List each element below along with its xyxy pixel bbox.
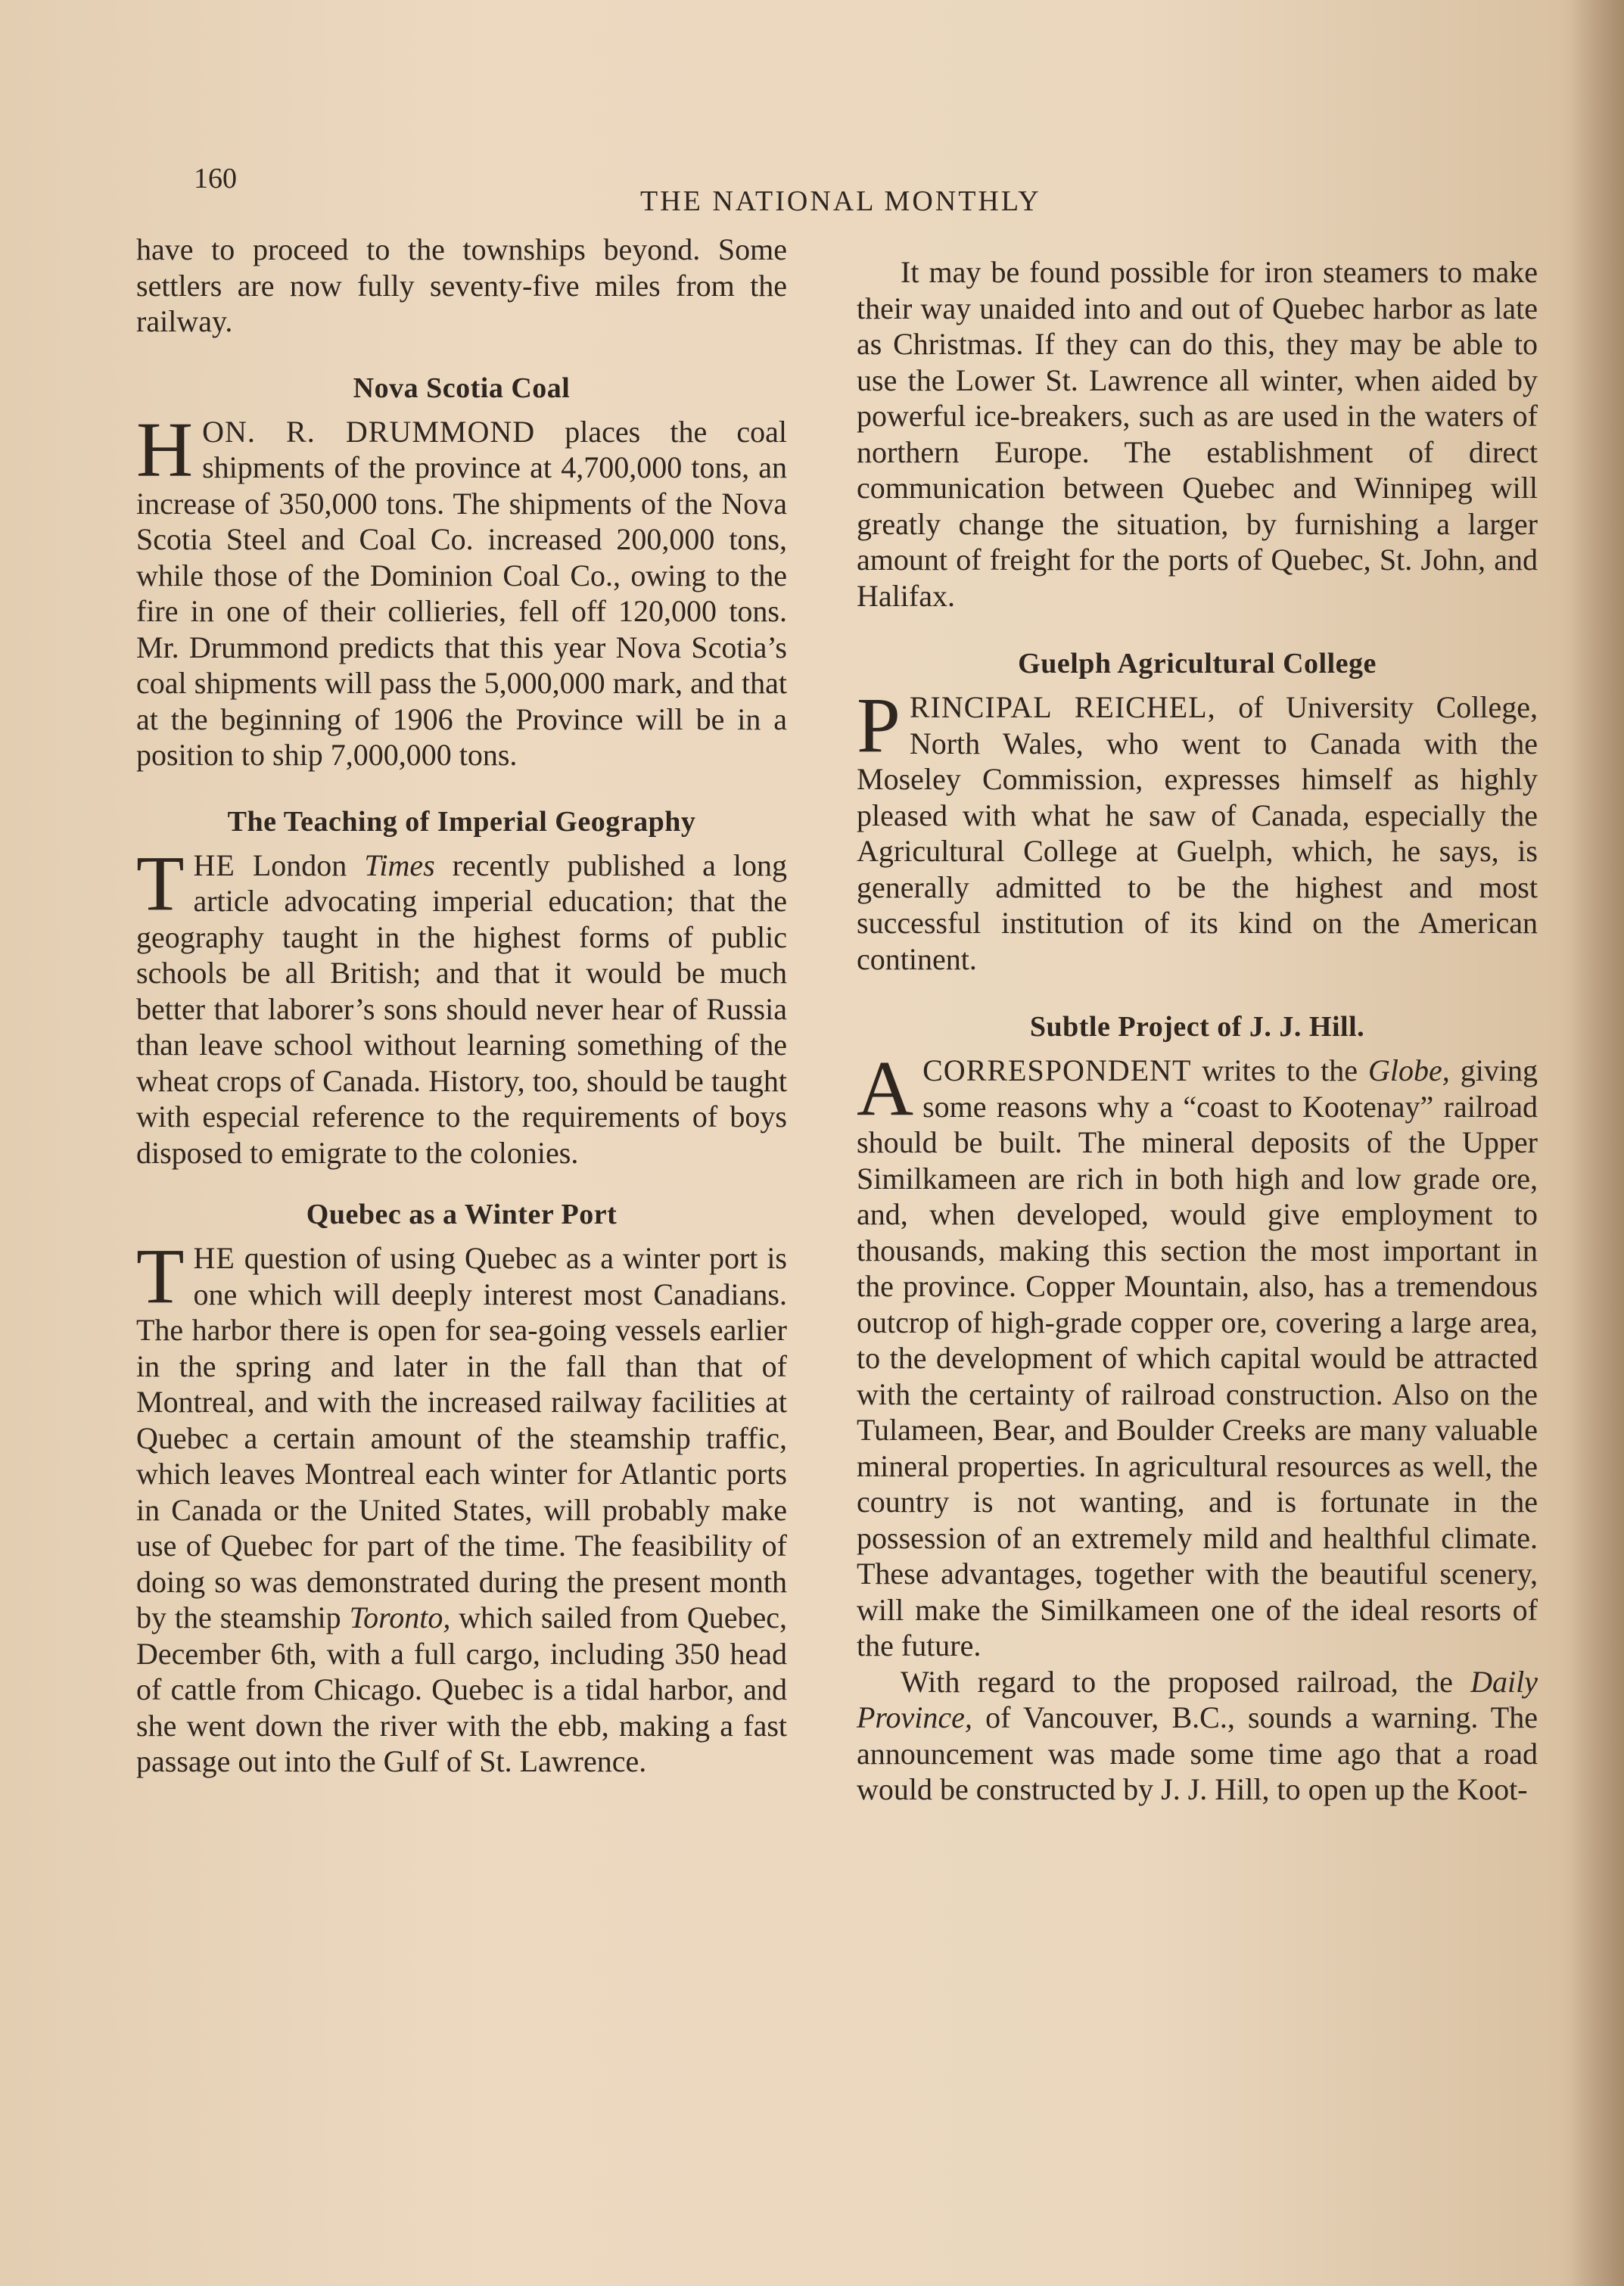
lead-words: RINCIPAL REICHEL, xyxy=(909,690,1216,724)
lead-words: CORRESPONDENT xyxy=(922,1053,1192,1087)
body-text: giving some reasons why a “coast to Kootenay” railroad should be built. The mineral deposits of the Upper Similkameen are rich in both high and low grade ore, and, when developed, would give employment to thousands, making this section the most important in the province. Copper Mountain, also, has a tremendous outcrop of high-grade copper ore, covering a large area, to the development of which capital would be attracted with the certainty of railroad construction. Also on the Tulameen, Bear, and Boulder Creeks are many valuable mineral properties. In agricultural resources as well, the country is not wanting, and is fortunate in the possession of an extremely mild and healthful climate. These advantages, together with the beautiful scenery, will make the Similkameen one of the ideal resorts of the future. xyxy=(857,1053,1538,1662)
drop-cap: P xyxy=(857,682,901,769)
paragraph xyxy=(857,1664,1538,1808)
article-guelph-college xyxy=(857,682,1538,977)
heading-quebec-winter-port: Quebec as a Winter Port xyxy=(306,1199,618,1230)
heading-nova-scotia-coal: Nova Scotia Coal xyxy=(353,372,571,404)
page-edge-shadow xyxy=(1571,0,1624,2286)
lead-words: HE xyxy=(193,848,235,882)
article-jj-hill-project xyxy=(857,1045,1538,1808)
body-text: With regard to the proposed railroad, the xyxy=(901,1664,1471,1699)
italic-title: Times xyxy=(364,848,435,882)
body-text: places the coal shipments of the province at 4,700,000 tons, an increase of 350,000 tons. The shipments of the Nova Scotia Steel and Coal Co. increased 200,000 tons, while those of the Dominion Coal Co., owing to the fire in one of their collieries, fell off 120,000 tons. Mr. Drummond predicts that this year Nova Scotia’s coal shipments will pass the 5,000,000 mark, and that at the beginning of 1906 the Province will be in a position to ship 7,000,000 tons. xyxy=(136,414,787,772)
article-nova-scotia-coal xyxy=(136,406,787,773)
italic-ship-name: Toronto, xyxy=(349,1600,451,1634)
drop-cap: H xyxy=(136,406,194,493)
heading-guelph-college: Guelph Agricultural College xyxy=(1018,648,1377,680)
body-text: which sailed from Quebec, December 6th, with a full cargo, including 350 head of cattle from Chicago. Quebec is a tidal harbor, and she went down the river with the ebb, making a fast passage out into the Gulf of St. Lawrence. xyxy=(136,1600,787,1778)
lead-words: HE xyxy=(193,1241,235,1275)
left-column xyxy=(136,232,787,1780)
article-continuation: have to proceed to the townships beyond. Some settlers are now fully seventy-five miles from the railway. xyxy=(136,232,787,338)
running-title: THE NATIONAL MONTHLY xyxy=(640,185,1041,217)
article-imperial-geography xyxy=(136,839,787,1171)
article-continuation: It may be found possible for iron steamers to make their way unaided into and out of Quebec harbor as late as Christmas. If they can do this, they may be able to use the Lower St. Lawrence all winter, when aided by powerful ice-breakers, such as are used in the waters of northern Europe. The establishment of direct communication between Quebec and Winnipeg will greatly change the situation, by furnishing a larger amount of freight for the ports of Quebec, St. John, and Halifax. xyxy=(857,255,1538,613)
body-text: recently published a long article advocating imperial education; that the geography taught in the highest forms of public schools be all British; and that it would be much better that laborer’s sons should never hear of Russia than leave school without learning something of the wheat crops of Canada. History, too, should be taught with especial reference to the requirements of boys disposed to emigrate to the colonies. xyxy=(136,848,787,1170)
lead-words: ON. R. DRUMMOND xyxy=(202,414,536,449)
drop-cap: T xyxy=(136,839,185,927)
body-text: question of using Quebec as a winter port is one which will deeply interest most Canadians. The harbor there is open for sea-going vessels earlier in the spring and later in the fall than that of Montreal, and with the increased railway facilities at Quebec a certain amount of the steamship traffic, which leaves Montreal each winter for Atlantic ports in Canada or the United States, will probably make use of Quebec for part of the time. The feasibility of doing so was demonstrated during the present month by the steamship xyxy=(136,1241,787,1634)
italic-newspaper-name: Daily Province, xyxy=(857,1664,1538,1734)
page-number: 160 xyxy=(194,163,237,194)
italic-newspaper-name: Globe, xyxy=(1368,1053,1450,1087)
heading-jj-hill-project: Subtle Project of J. J. Hill. xyxy=(1029,1011,1365,1043)
right-column xyxy=(857,232,1538,1808)
article-quebec-winter-port xyxy=(136,1233,787,1780)
body-text: of University College, North Wales, who went to Canada with the Moseley Commission, expresses himself as highly pleased with what he saw of Canada, especially the Agricultural College at Guelph, which, he says, is generally admitted to be the highest and most successful institution of its kind on the American continent. xyxy=(857,690,1538,976)
drop-cap: A xyxy=(857,1045,914,1132)
heading-imperial-geography: The Teaching of Imperial Geography xyxy=(227,805,696,838)
body-text: writes to the xyxy=(1191,1053,1369,1087)
drop-cap: T xyxy=(136,1233,185,1320)
body-text: London xyxy=(235,848,365,882)
body-text: of Vancouver, B.C., sounds a warning. The announcement was made some time ago that a road would be constructed by J. J. Hill, to open up the Koot- xyxy=(857,1700,1538,1806)
